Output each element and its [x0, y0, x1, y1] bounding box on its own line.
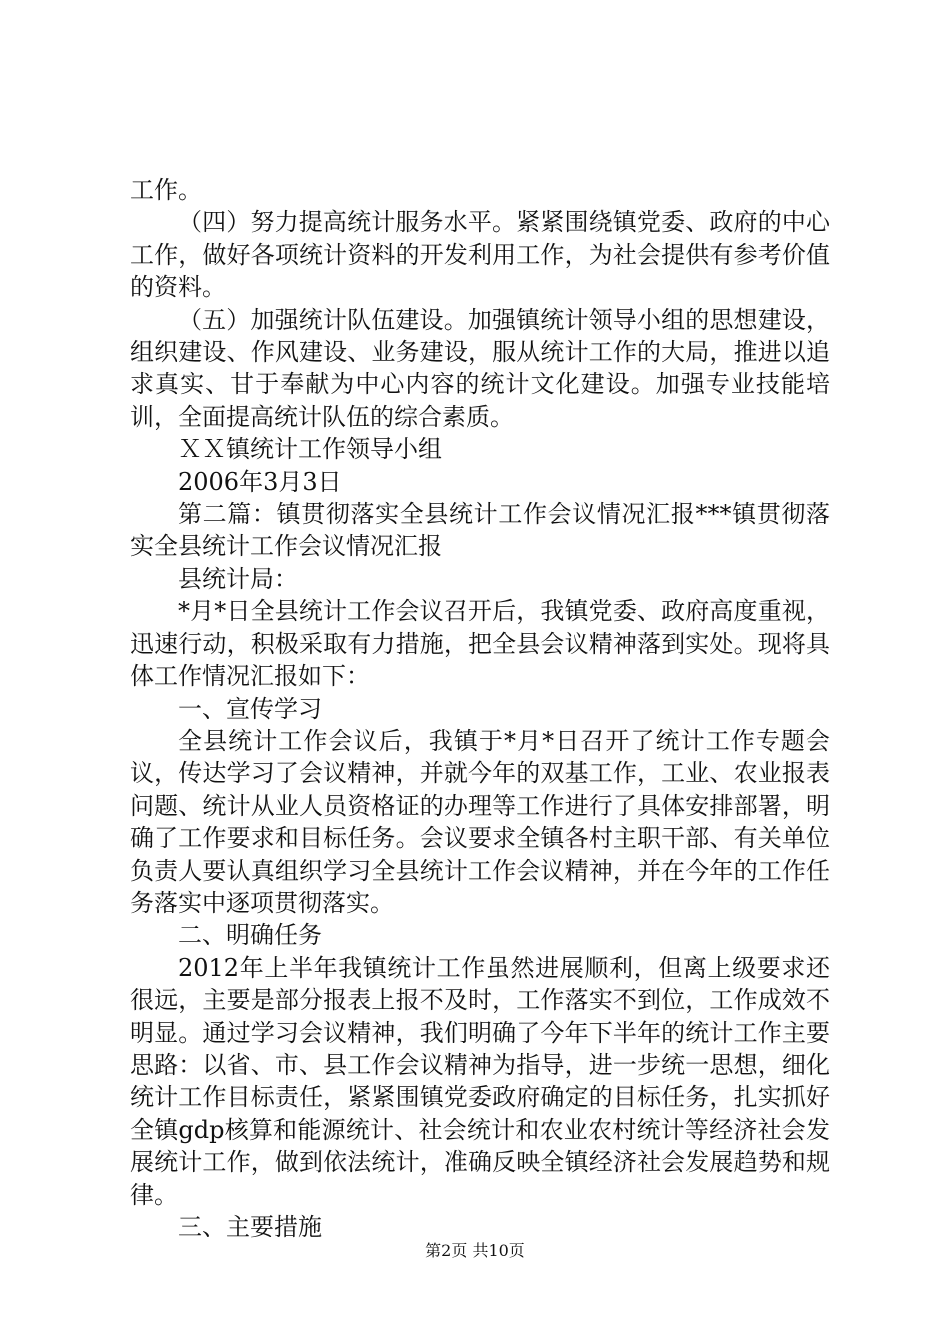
paragraph-tasks: 2012年上半年我镇统计工作虽然进展顺利，但离上级要求还很远，主要是部分报表上报不及时，工作落实不到位，工作成效不明显。通过学习会议精神，我们明确了今年下半年的统计工作主要思路：以省、市、县工作会议精神为指导，进一步统一思想，细化统计工作目标责任，紧紧围镇党委政府确定的目标任务，扎实抓好全镇gdp核算和能源统计、社会统计和农业农村统计等经济社会发展统计工作，做到依法统计，准确反映全镇经济社会发展趋势和规律。 [130, 953, 830, 1209]
section-heading-one: 一、宣传学习 [178, 694, 322, 723]
paragraph-intro: *月*日全县统计工作会议召开后，我镇党委、政府高度重视，迅速行动，积极采取有力措施，把全县会议精神落到实处。现将具体工作情况汇报如下： [130, 597, 830, 691]
section-heading-two: 二、明确任务 [178, 921, 322, 950]
chapter-heading: 第二篇：镇贯彻落实全县统计工作会议情况汇报***镇贯彻落实全县统计工作会议情况汇报 [130, 500, 830, 561]
paragraph-continuation: 工作。 [130, 176, 202, 204]
signature-organization: ＸＸ镇统计工作领导小组 [178, 435, 442, 464]
page-number-label: 第2页 共10页 [425, 1241, 525, 1260]
paragraph-section-five: （五）加强统计队伍建设。加强镇统计领导小组的思想建设，组织建设、作风建设、业务建设，服从统计工作的大局，推进以追求真实、甘于奉献为中心内容的统计文化建设。加强专业技能培训，全面提高统计队伍的综合素质。 [130, 305, 830, 431]
section-heading-three: 三、主要措施 [178, 1213, 322, 1241]
salutation: 县统计局： [178, 564, 298, 593]
paragraph-section-four: （四）努力提高统计服务水平。紧紧围绕镇党委、政府的中心工作，做好各项统计资料的开发利用工作，为社会提供有参考价值的资料。 [130, 208, 830, 302]
signature-date: 2006年3月3日 [178, 467, 342, 496]
page-footer [0, 1241, 950, 1261]
paragraph-publicity: 全县统计工作会议后，我镇于*月*日召开了统计工作专题会议，传达学习了会议精神，并就今年的双基工作，工业、农业报表问题、统计从业人员资格证的办理等工作进行了具体安排部署，明确了工作要求和目标任务。会议要求全镇各村主职干部、有关单位负责人要认真组织学习全县统计工作会议精神，并在今年的工作任务落实中逐项贯彻落实。 [130, 726, 830, 917]
document-body [130, 174, 830, 1243]
